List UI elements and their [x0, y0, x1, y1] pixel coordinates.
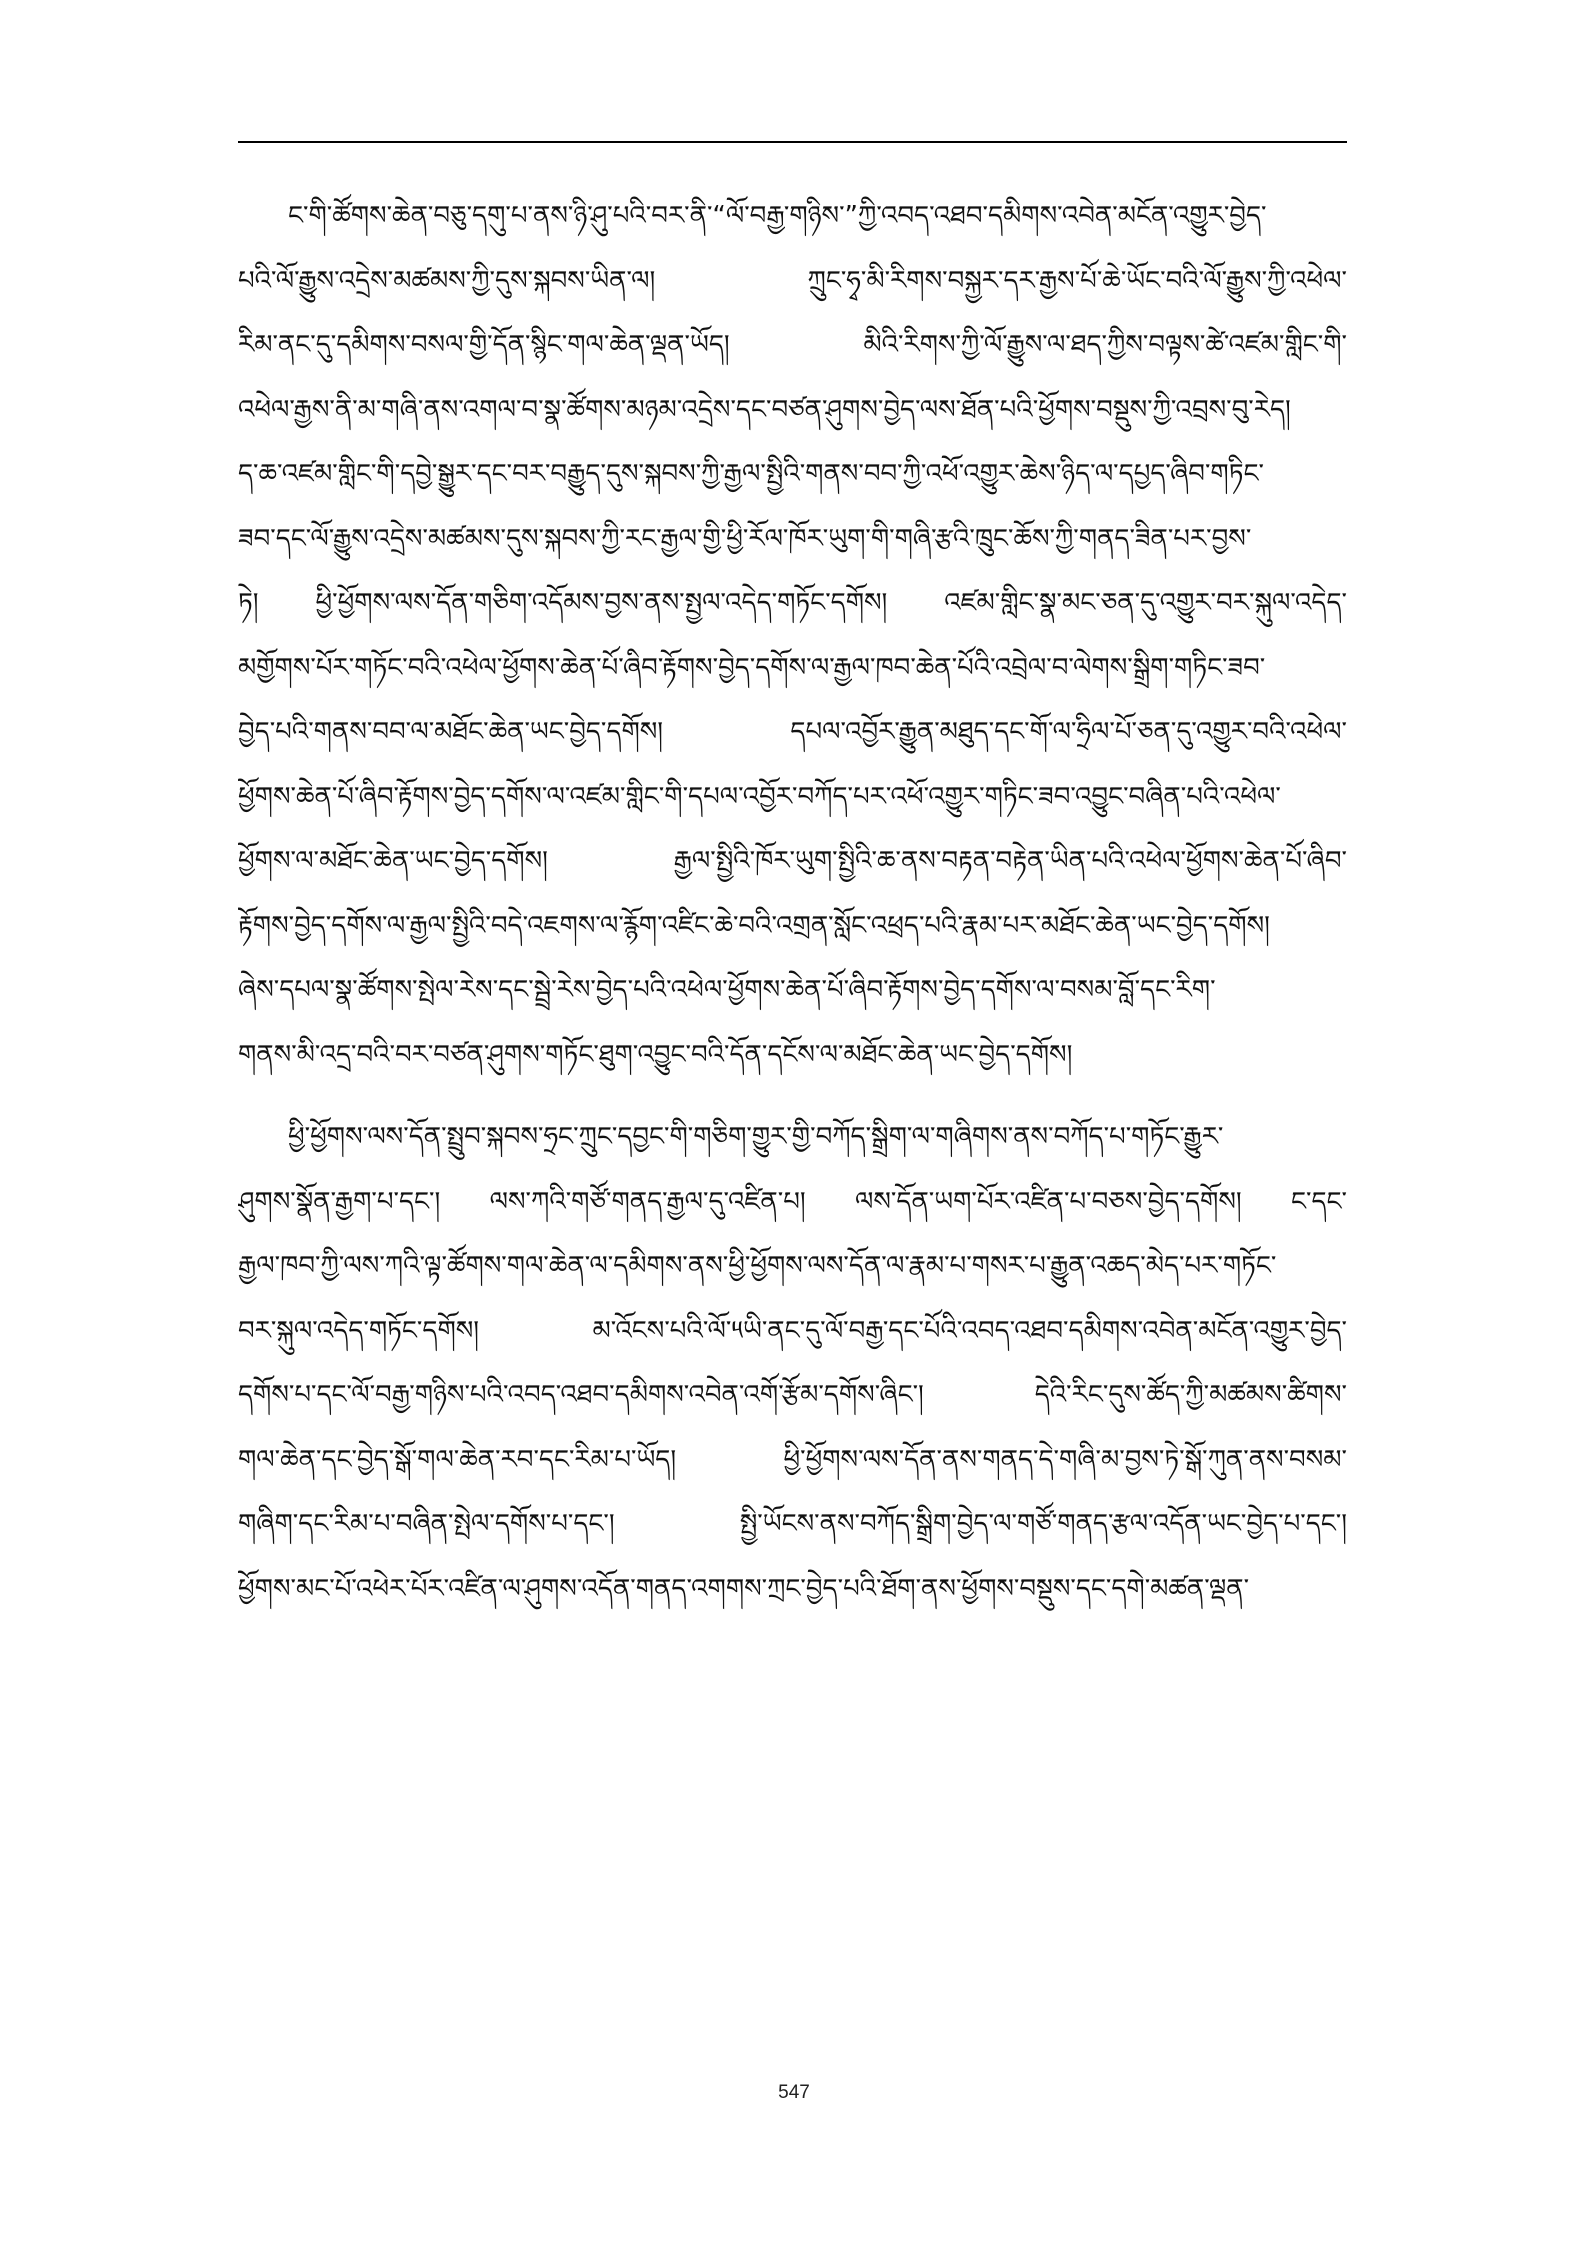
text-line: ཞེས་དཔལ་སྣ་ཚོགས་སྤེལ་རེས་དང་སྦྲེ་རེས་བྱེད་པའི་འཕེལ་ཕྱོགས་ཆེན་པོ་ཞིབ་རྟོགས་བྱེད་དགོས་ལ་བསམ་བློ་དང་རིག་ [238, 975, 1216, 1005]
text-line: རྟོགས་བྱེད་དགོས་ལ་རྒྱལ་སྤྱིའི་བདེ་འཇགས་ལ་རྙོག་འཛིང་ཆེ་བའི་འགྲན་སློང་འཕྲད་པའི་རྣམ་པར་མཐོང་ཆེན་ཡང་བྱེད་དགོས། [238, 910, 1270, 941]
text-line: པའི་ལོ་རྒྱུས་འདྲེས་མཚམས་ཀྱི་དུས་སྐབས་ཡིན་ལ། ཀྲུང་ཧྭ་མི་རིགས་བསྐྱར་དར་རྒྱས་པོ་ཆེ་ཡོང་བའི་ལོ་རྒྱུས་ཀྱི་འཕེལ་ [238, 265, 1347, 296]
text-line: ཕྱོགས་ལ་མཐོང་ཆེན་ཡང་བྱེད་དགོས། རྒྱལ་སྤྱིའི་ཁོར་ཡུག་སྤྱིའི་ཆ་ནས་བརྟན་བརྟེན་ཡིན་པའི་འཕེལ་ཕྱོགས་ཆེན་པོ་ཞིབ་ [238, 846, 1347, 876]
text-line: ཕྱོགས་ཆེན་པོ་ཞིབ་རྟོགས་བྱེད་དགོས་ལ་འཛམ་གླིང་གི་དཔལ་འབྱོར་བཀོད་པར་འཕོ་འགྱུར་གཏིང་ཟབ་འབྱུང་བཞིན་པའི་འཕེལ་ [238, 781, 1281, 812]
text-line: རིམ་ནང་དུ་དམིགས་བསལ་གྱི་དོན་སྙིང་གལ་ཆེན་ལྡན་ཡོད། མིའི་རིགས་ཀྱི་ལོ་རྒྱུས་ལ་ཐད་ཀྱིས་བལྟས་ཚེ་འཛམ་གླིང་གི་ [238, 330, 1347, 360]
paragraph-gap [238, 1089, 1347, 1107]
header-rule [238, 141, 1347, 143]
text-line: འཕེལ་རྒྱས་ནི་མ་གཞི་ནས་འགལ་བ་སྣ་ཚོགས་མཉམ་འདྲེས་དང་བཙན་ཤུགས་བྱེད་ལས་ཐོན་པའི་ཕྱོགས་བསྡུས་ཀྱི་འབྲས་བུ་རེད། [238, 394, 1291, 425]
text-line: ད་ཆ་འཛམ་གླིང་གི་དབྱེ་སྒྱུར་དང་བར་བརྒྱུད་དུས་སྐབས་ཀྱི་རྒྱལ་སྤྱིའི་གནས་བབ་ཀྱི་འཕོ་འགྱུར་ཆེས་ཉིད་ལ་དཔྱད་ཞིབ་གཏིང་ [238, 459, 1264, 489]
text-line: ཕྱི་ཕྱོགས་ལས་དོན་སྤྲུབ་སྐབས་ཧྲང་ཀྲུང་དབྱང་གི་གཅིག་གྱུར་གྱི་བཀོད་སྒྲིག་ལ་གཞིགས་ནས་བཀོད་པ་གཏོང་རྒྱུར་ [288, 1122, 1224, 1152]
text-line: བར་སྐུལ་འདེད་གཏོང་དགོས། མ་འོངས་པའི་ལོ་༥ཡི་ནང་དུ་ལོ་བརྒྱ་དང་པོའི་འབད་འཐབ་དམིགས་འབེན་མངོན་འགྱུར་བྱེད་ [238, 1315, 1347, 1346]
text-line: གལ་ཆེན་དང་བྱེད་སྒོ་གལ་ཆེན་རབ་དང་རིམ་པ་ཡོད། ཕྱི་ཕྱོགས་ལས་དོན་ནས་གནད་དེ་གཞི་མ་བྱས་ཏེ་སྒོ་ཀུན་ནས་བསམ་ [238, 1444, 1347, 1475]
text-line: གནས་མི་འདྲ་བའི་བར་བཙན་ཤུགས་གཏོང་ཐུག་འབྱུང་བའི་དོན་དངོས་ལ་མཐོང་ཆེན་ཡང་བྱེད་དགོས། [238, 1039, 1073, 1070]
text-line: ཤུགས་སྣོན་རྒྱག་པ་དང་། ལས་ཀའི་གཙོ་གནད་རྒྱལ་དུ་འཛིན་པ། ལས་དོན་ཡག་པོར་འཛིན་པ་བཅས་བྱེད་དགོས། ང་དང་ [238, 1186, 1347, 1217]
body-text [238, 186, 1347, 1623]
paragraph-1 [238, 186, 1347, 1089]
text-line: ཏེ། ཕྱི་ཕྱོགས་ལས་དོན་གཅིག་འདོམས་བྱས་ནས་སྤྱལ་འདེད་གཏོང་དགོས། འཛམ་གླིང་སྣ་མང་ཅན་དུ་འགྱུར་བར་སྐུལ་འདེད་ [238, 588, 1347, 618]
text-line: བྱེད་པའི་གནས་བབ་ལ་མཐོང་ཆེན་ཡང་བྱེད་དགོས། དཔལ་འབྱོར་རྒྱུན་མཐུད་དང་གོ་ལ་ཧྲིལ་པོ་ཅན་དུ་འགྱུར་བའི་འཕེལ་ [238, 717, 1347, 747]
text-line: གཞིག་དང་རིམ་པ་བཞིན་སྤེལ་དགོས་པ་དང་། སྤྱི་ཡོངས་ནས་བཀོད་སྒྲིག་བྱེད་ལ་གཙོ་གནད་རྩལ་འདོན་ཡང་བྱེད་པ་དང་། [238, 1509, 1347, 1539]
text-line: ཟབ་དང་ལོ་རྒྱུས་འདྲེས་མཚམས་དུས་སྐབས་ཀྱི་རང་རྒྱལ་གྱི་ཕྱི་རོལ་ཁོར་ཡུག་གི་གཞི་རྩའི་ཁྲུང་ཆོས་ཀྱི་གནད་ཟིན་པར་བྱས་ [238, 523, 1252, 554]
text-line: ཕྱོགས་མང་པོ་འཕེར་པོར་འཛིན་ལ་ཤུགས་འདོན་གནད་འགགས་ཀྲང་བྱེད་པའི་ཐོག་ནས་ཕྱོགས་བསྡུས་དང་དགེ་མཚན་ལྡན་ [238, 1573, 1250, 1604]
text-line: མགྱོགས་པོར་གཏོང་བའི་འཕེལ་ཕྱོགས་ཆེན་པོ་ཞིབ་རྟོགས་བྱེད་དགོས་ལ་རྒྱལ་ཁབ་ཆེན་པོའི་འབྲེལ་བ་ལེགས་སྒྲིག་གཏིང་ཟབ་ [238, 652, 1266, 683]
text-line: ང་གི་ཚོགས་ཆེན་བཅུ་དགུ་པ་ནས་ཉི་ཤུ་པའི་བར་ནི་“ལོ་བརྒྱ་གཉིས་”ཀྱི་འབད་འཐབ་དམིགས་འབེན་མངོན་འགྱུར་བྱེད་ [288, 201, 1267, 231]
text-line: རྒྱལ་ཁབ་ཀྱི་ལས་ཀའི་ལྟ་ཚོགས་གལ་ཆེན་ལ་དམིགས་ནས་ཕྱི་ཕྱོགས་ལས་དོན་ལ་རྣམ་པ་གསར་པ་རྒྱུན་འཆད་མེད་པར་གཏོང་ [238, 1251, 1277, 1281]
text-line: དགོས་པ་དང་ལོ་བརྒྱ་གཉིས་པའི་འབད་འཐབ་དམིགས་འབེན་འགོ་རྩོམ་དགོས་ཞིང་། དེའི་རིང་དུས་ཚོད་ཀྱི་མཚམས་ཚིགས་ [238, 1380, 1347, 1410]
page-number: 547 [778, 2082, 810, 2103]
paragraph-2 [238, 1107, 1347, 1623]
